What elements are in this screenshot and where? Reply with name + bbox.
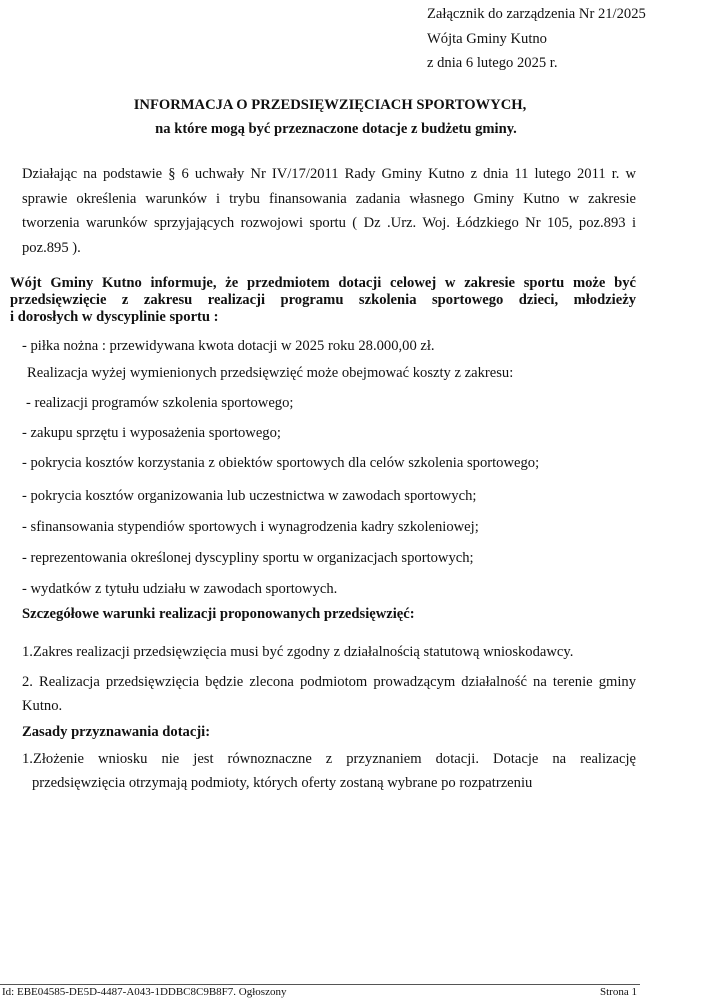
rules-heading: Zasady przyznawania dotacji:	[22, 724, 211, 740]
cost-item: - reprezentowania określonej dyscypliny sportu w organizacjach sportowych;	[22, 550, 474, 566]
cost-item: - realizacji programów szkolenia sportowego;	[26, 395, 294, 411]
cost-item: - pokrycia kosztów korzystania z obiektów sportowych dla celów szkolenia sportowego;	[22, 455, 540, 471]
document-title: INFORMACJA O PRZEDSIĘWZIĘCIACH SPORTOWYCH,	[133, 97, 527, 113]
cost-item: - wydatków z tytułu udziału w zawodach sportowych.	[22, 581, 338, 597]
conditions-heading: Szczegółowe warunki realizacji proponowanych przedsięwzięć:	[22, 606, 415, 622]
condition-item-1: 1.Zakres realizacji przedsięwzięcia musi być zgodny z działalnością statutową wnioskodawcy.	[22, 644, 574, 660]
rule-item-1-line-1: 1.Złożenie wniosku nie jest równoznaczne z przyznaniem dotacji. Dotacje na realizację	[22, 751, 636, 767]
discipline-item: - piłka nożna : przewidywana kwota dotacji w 2025 roku 28.000,00 zł.	[22, 338, 435, 354]
intro-line-1: Działając na podstawie § 6 uchwały Nr IV/17/2011 Rady Gminy Kutno z dnia 11 lutego 2011 r. w	[22, 166, 636, 182]
attachment-header-line-1: Załącznik do zarządzenia Nr 21/2025	[427, 6, 646, 22]
cost-item: - sfinansowania stypendiów sportowych i wynagrodzenia kadry szkoleniowej;	[22, 519, 479, 535]
announcement-line-1: Wójt Gminy Kutno informuje, że przedmiotem dotacji celowej w zakresie sportu może być	[10, 275, 636, 291]
attachment-header-line-3: z dnia 6 lutego 2025 r.	[427, 55, 558, 71]
costs-intro: Realizacja wyżej wymienionych przedsięwzięć może obejmować koszty z zakresu:	[27, 365, 514, 381]
footer-divider	[0, 984, 640, 985]
document-id: Id: EBE04585-DE5D-4487-A043-1DDBC8C9B8F7. Ogłoszony	[2, 986, 287, 998]
announcement-line-2: przedsięwzięcie z zakresu realizacji programu szkolenia sportowego dzieci, młodzieży	[10, 292, 636, 308]
cost-item: - zakupu sprzętu i wyposażenia sportowego;	[22, 425, 281, 441]
condition-item-2-line-1: 2. Realizacja przedsięwzięcia będzie zlecona podmiotom prowadzącym działalność na terenie gminy	[22, 674, 636, 690]
announcement-line-3: i dorosłych w dyscyplinie sportu :	[10, 309, 219, 325]
intro-line-2: sprawie określenia warunków i trybu finansowania zadania własnego Gminy Kutno w zakresie	[22, 191, 636, 207]
attachment-header-line-2: Wójta Gminy Kutno	[427, 31, 547, 47]
document-subtitle: na które mogą być przeznaczone dotacje z budżetu gminy.	[155, 121, 517, 137]
rule-item-1-line-2: przedsięwzięcia otrzymają podmioty, których oferty zostaną wybrane po rozpatrzeniu	[32, 775, 533, 791]
page-number: Strona 1	[600, 986, 637, 998]
condition-item-2-line-2: Kutno.	[22, 698, 63, 714]
intro-line-4: poz.895 ).	[22, 240, 81, 256]
intro-line-3: tworzenia warunków sprzyjających rozwojowi sportu ( Dz .Urz. Woj. Łódzkiego Nr 105, poz.893 i	[22, 215, 636, 231]
cost-item: - pokrycia kosztów organizowania lub uczestnictwa w zawodach sportowych;	[22, 488, 477, 504]
